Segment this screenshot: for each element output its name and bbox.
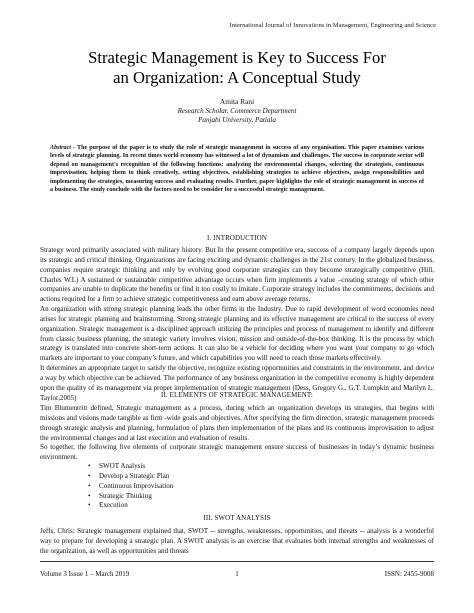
section-heading-prefix: II. E <box>160 392 174 399</box>
paragraph: Strategy word primarily associated with military history. But In the present competitive era, success of a company largely depends upon its strategic and critical thinking. Organizations are facing exciting and dynamic challenges in the 21st century. In the globalized business, companies require strategic thinking and only by evolving good corporate strategies can they become strategically competitive (Hill, Charles W.L) A sustained or sustainable competitive advantage occurs when firm implements a value –creating strategy of which other companies are unable to duplicate the benefits or find it too costly to imitate. Corporate strategy includes the commitments, decisions and actions required for a firm to achieve strategic competitiveness and earn above average returns. <box>40 246 434 304</box>
paragraph: An organization with strong strategic planning leads the other firms in the Industry. Due to rapid development of word economies need arises for strategic planning and brainstorming. Strong strategic planning and its effective management are critical to the success of every organization. Strategic management is a disciplined approach utilizing the principles and process of management to identify and different from classic business planning, the strategic variety involves vision, mission and outside-of-the-box thinking. It is the process by which strategy is translated into concrete short-term actions. It can also be a vehicle for deciding where you want your company to go which markets are important to your company’s future, and which capabilities you will need to reach those markets effectively. <box>40 305 434 363</box>
affiliation-line: Research Scholar, Commerce Department <box>177 107 297 115</box>
journal-header: International Journal of Innovations in Management, Engineering and Science <box>229 22 436 29</box>
list-item: • SWOT Analysis <box>88 462 173 472</box>
author-affiliation <box>40 107 434 125</box>
section-heading-prefix: III. SWOT A <box>203 515 242 522</box>
paragraph: Jeffs, Chris: Strategic management explained that, SWOT -- strengths, weaknesses, opportunities, and threats -- analysis is a wonderful way to prepare for developing a strategic plan. A SWOT analysis is an exercise that evaluates both internal strengths and weaknesses of the organization, as well as opportunities and threats <box>40 527 434 555</box>
abstract-text: - The purpose of the paper is to study the role of strategic management in success of any organisation. This paper examines various levels of strategic planning. In recent times world economy has witnessed a lot of dynamism and challenges. The success in corporate sector will depend on management's recognition of the following functions: analyzing the environmental changes, selecting the strategists, continuous improvisation, helping them to think creatively, setting objectives, establishing strategies to achieve objectives, assign responsibilities and implementing the strategies, measuring success and evaluating results. Further, paper highlights the role of strategic management in success of a business. The study conclude with the factors need to be consider for a successful strategic management. <box>50 145 424 194</box>
paragraph: It determines an appropriate target to satisfy the objective, recognize existing opportunities and constraints in the environment, and device a way by which objective can be achieved. The performance of any business organization in the competitive economy is highly dependent upon the quality of its management via proper implementation of strategic management (Dess, Gregory G., G.T. Lumpkin and Marilyn L. Taylor,2005) <box>40 364 434 402</box>
section-heading-elements <box>40 392 434 399</box>
section-heading-rest: NALYSIS <box>241 515 271 522</box>
title-line: an Organization: A Conceptual Study <box>113 68 361 87</box>
paragraph: Tim Blumentritt defined, Strategic management as a process, during which an organization develops its strategies, that begins with missions and visions made tangible as firm -wide goals and objectives. After specifying the firm direction, strategic management proceeds through strategic analysis and planning, formulation of plans then implementation of the plans and its continuous improvisation to adjust the environmental changes and at last execution and evaluation of results. <box>40 404 434 442</box>
author-name: Amita Rani <box>219 97 255 106</box>
paper-title <box>40 48 434 88</box>
paragraph: So together, the following five elements of corporate strategic management ensure success of businesses in today’s dynamic business environment. <box>40 443 434 462</box>
footer-rule <box>40 561 434 562</box>
section-heading-rest: LEMENTS OF STRATEGIC MANAGEMENT: <box>173 392 313 399</box>
introduction-body <box>40 246 434 404</box>
list-item: • Execution <box>88 501 173 511</box>
footer-volume: Volume 3 Issue 1 – March 2019 <box>40 570 130 578</box>
page-number: 1 <box>235 570 239 578</box>
elements-body <box>40 404 434 463</box>
abstract <box>50 144 424 194</box>
section-heading-prefix: I. I <box>206 235 216 242</box>
list-item: • Develop a Strategic Plan <box>88 472 173 482</box>
swot-body <box>40 527 434 557</box>
abstract-lead: Abstract <box>50 145 71 151</box>
list-item: • Continuous Improvisation <box>88 482 173 492</box>
list-item: • Strategic Thinking <box>88 492 173 502</box>
section-heading-rest: NTRODUCTION <box>215 235 268 242</box>
affiliation-line: Panjabi University, Patiala <box>198 116 276 125</box>
section-heading-introduction <box>40 235 434 242</box>
footer-issn: ISSN: 2455-9008 <box>384 570 434 578</box>
section-heading-swot <box>40 515 434 522</box>
title-line: Strategic Management is Key to Success For <box>88 48 386 67</box>
elements-list <box>88 462 173 511</box>
